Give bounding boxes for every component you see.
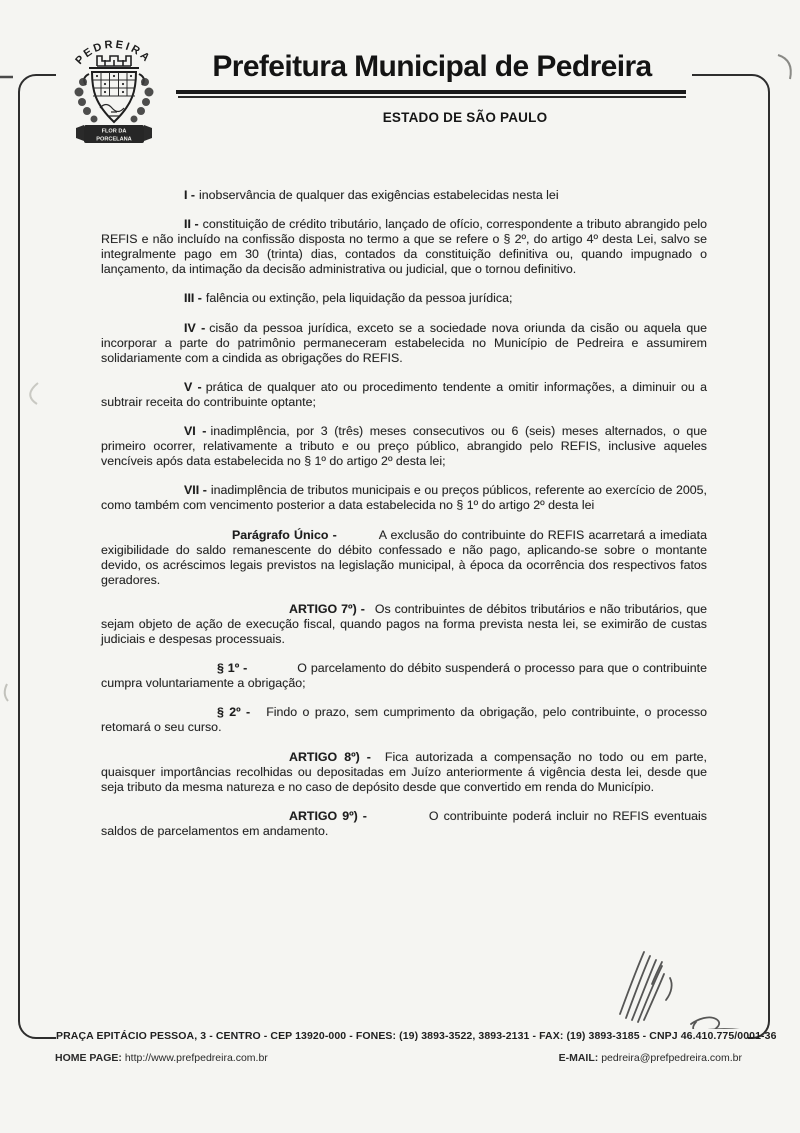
- title-underline-thick: [176, 90, 686, 94]
- clause-vi-label: VI -: [184, 424, 207, 439]
- clause-iv: [101, 321, 707, 366]
- artigo-7-par-1-label: § 1º -: [217, 661, 248, 676]
- org-title: Prefeitura Municipal de Pedreira: [212, 50, 652, 83]
- clause-iv-label: IV -: [184, 320, 206, 335]
- footer-homepage-value: http://www.prefpedreira.com.br: [124, 1052, 268, 1064]
- paragrafo-unico-label: Parágrafo Único -: [232, 527, 337, 542]
- footer-homepage: [55, 1052, 268, 1064]
- clause-vi-text: inadimplência, por 3 (três) meses consecutivos ou 6 (seis) meses alternados, o que primeiro ocorrer, relativamente a tributo e ou preço público, abrangido pelo REFIS, inclusive aqueles vencíveis após data estabelecida no § 1º do artigo 2º desta lei;: [101, 424, 707, 469]
- org-subtitle: ESTADO DE SÃO PAULO: [382, 110, 548, 125]
- clause-iii-text: falência ou extinção, pela liquidação da pessoa jurídica;: [205, 291, 513, 306]
- artigo-7-text: Os contribuintes de débitos tributários e não tributários, que sejam objeto de ação de execução fiscal, quando pagos na forma prevista nesta lei, se eximirão de custas judiciais e despesas processuais.: [101, 601, 707, 647]
- clause-vi: [101, 424, 707, 469]
- clause-i-text: inobservância de qualquer das exigências estabelecidas nesta lei: [199, 188, 559, 202]
- footer-email: [559, 1052, 742, 1064]
- artigo-8-text: Fica autorizada a compensação no todo ou em parte, quaisquer importâncias recolhidas ou depositadas em Juízo anteriormente á vigência desta lei, desde que seja tributo da mesma natureza e no caso de depósito desde que convertido em renda do Município.: [101, 749, 707, 794]
- title-underline-thin: [178, 96, 686, 98]
- clause-ii-text: constituição de crédito tributário, lançado de ofício, correspondente a tributo abrangido pelo REFIS e não incluído na confissão disposta no termo a que se refere o § 2º, do artigo 4º desta Lei, salvo se integralmente pago em 30 (trinta) dias, contados da constituição definitiva ou, quando impugnado o lançamento, da intimação da decisão administrativa ou judicial, que o tornou definitivo.: [101, 217, 707, 277]
- document-body: [101, 188, 707, 853]
- artigo-8-label: ARTIGO 8º) -: [289, 749, 371, 764]
- clause-v-text: prática de qualquer ato ou procedimento tendente a omitir informações, a diminuir ou a subtrair receita do contribuinte optante;: [101, 379, 707, 409]
- clause-ii-label: II -: [184, 217, 199, 232]
- clause-iii: [101, 291, 707, 306]
- artigo-7: [101, 602, 707, 647]
- artigo-8: [101, 750, 707, 795]
- clause-v: [101, 380, 707, 410]
- artigo-7-par-1-text: O parcelamento do débito suspenderá o processo para que o contribuinte cumpra voluntariamente a obrigação;: [101, 661, 707, 691]
- clause-iv-text: cisão da pessoa jurídica, exceto se a sociedade nova oriunda da cisão ou aquela que incorporar a parte do patrimônio permaneceram estabelecida no Município de Pedreira e assumirem solidariamente com a cindida as obrigações do REFIS.: [101, 320, 707, 365]
- artigo-9-text: O contribuinte poderá incluir no REFIS eventuais saldos de parcelamentos em andamento.: [101, 808, 707, 838]
- footer-email-value: pedreira@prefpedreira.com.br: [601, 1052, 742, 1064]
- footer-contacts: [0, 1052, 800, 1068]
- footer-homepage-label: HOME PAGE:: [55, 1052, 122, 1064]
- clause-iii-label: III -: [184, 291, 202, 306]
- signature-scribble: [598, 942, 763, 1040]
- paragrafo-unico: [101, 528, 707, 588]
- crest-top-text: PEDREIRA: [73, 38, 154, 67]
- clause-vii-text: inadimplência de tributos municipais e ou preços públicos, referente ao exercício de 2005, como também com vencimento posterior a data estabelecida no § 1º do artigo 2º desta lei: [101, 483, 707, 513]
- clause-vii: [101, 483, 707, 513]
- paragrafo-unico-text: A exclusão do contribuinte do REFIS acarretará a imediata exigibilidade do saldo remanescente do débito confessado e não pago, aplicando-se sobre o montante devido, os acréscimos legais previstos na legislação municipal, à época da ocorrência dos respectivos fatos geradores.: [101, 527, 707, 587]
- footer-email-label: E-MAIL:: [558, 1052, 599, 1064]
- city-crest-logo: [58, 32, 170, 148]
- crest-banner-line2: PORCELANA: [96, 136, 132, 143]
- artigo-7-par-2-label: § 2º -: [217, 705, 251, 720]
- artigo-7-par-2: [101, 705, 707, 735]
- artigo-7-par-1: [101, 661, 707, 691]
- clause-i-label: I -: [184, 188, 196, 202]
- artigo-7-label: ARTIGO 7º) -: [289, 601, 365, 616]
- clause-vii-label: VII -: [184, 483, 207, 498]
- crest-banner-line1: FLOR DA: [101, 128, 127, 135]
- artigo-9-label: ARTIGO 9º) -: [289, 808, 367, 823]
- artigo-9: [101, 809, 707, 839]
- clause-v-label: V -: [184, 379, 202, 394]
- clause-ii: [101, 217, 707, 277]
- clause-i: [101, 188, 707, 203]
- footer-address-line: PRAÇA EPITÁCIO PESSOA, 3 - CENTRO - CEP 13920-000 - FONES: (19) 3893-3522, 3893-2131 - FAX: (19) 3893-3185 - CNPJ 46.410.775/0001-36: [56, 1030, 777, 1042]
- artigo-7-par-2-text: Findo o prazo, sem cumprimento da obrigação, pelo contribuinte, o processo retomará o seu curso.: [101, 705, 707, 735]
